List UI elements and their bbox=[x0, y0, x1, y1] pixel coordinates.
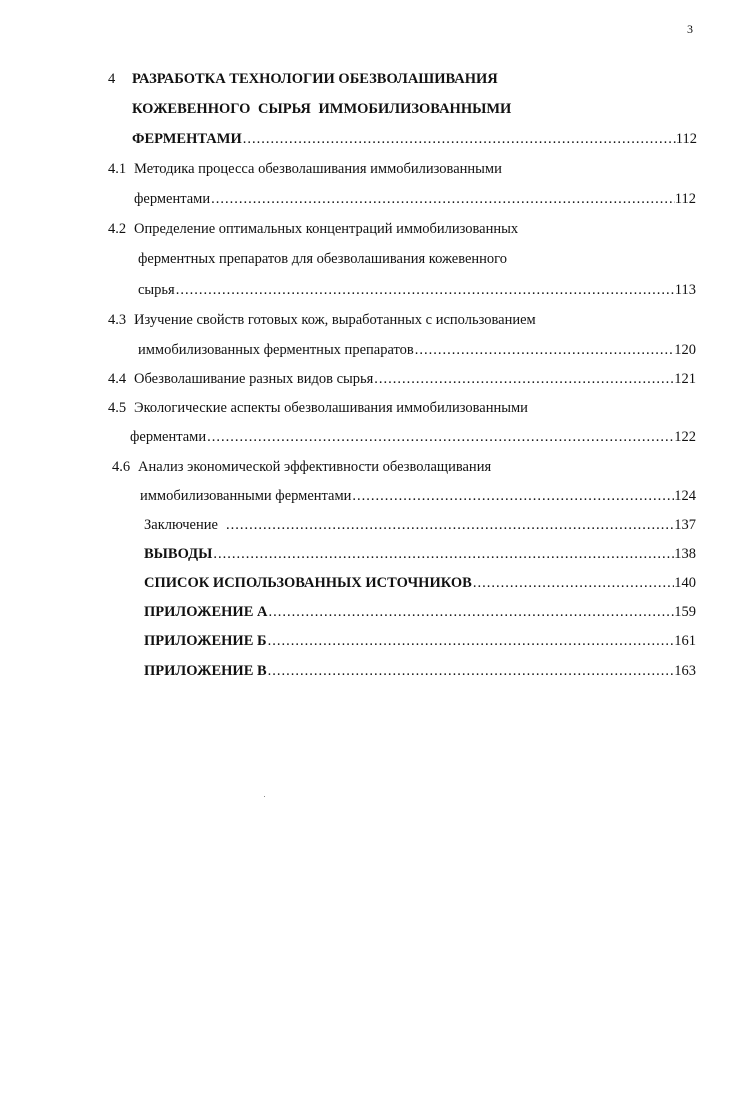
toc-text: иммобилизованных ферментных препаратов bbox=[138, 342, 414, 358]
toc-page: 161 bbox=[674, 633, 696, 649]
toc-heading-4-line2 bbox=[132, 100, 511, 118]
toc-entry-conclusion bbox=[144, 516, 696, 534]
toc-text: Изучение свойств готовых кож, выработанных с использованием bbox=[134, 312, 536, 328]
toc-page: 122 bbox=[674, 429, 696, 445]
toc-text: сырья bbox=[138, 282, 175, 298]
toc-number: 4.6 bbox=[112, 459, 131, 475]
toc-text: СПИСОК ИСПОЛЬЗОВАННЫХ ИСТОЧНИКОВ bbox=[144, 575, 472, 591]
toc-leader-dots bbox=[212, 545, 674, 563]
toc-page: 159 bbox=[674, 604, 696, 620]
toc-leader-dots bbox=[242, 130, 676, 148]
toc-entry-4-5-cont bbox=[130, 428, 696, 446]
toc-leader-dots bbox=[267, 632, 675, 650]
toc-entry-4-1-cont bbox=[134, 190, 696, 208]
toc-page: 138 bbox=[674, 546, 696, 562]
toc-text: Методика процесса обезволашивания иммобилизованными bbox=[134, 161, 502, 177]
toc-entry-4-6 bbox=[112, 458, 491, 476]
scan-speck bbox=[264, 796, 265, 797]
toc-number: 4.1 bbox=[108, 161, 127, 177]
toc-entry-appendix-v bbox=[144, 662, 696, 680]
toc-text: ФЕРМЕНТАМИ bbox=[132, 131, 242, 147]
toc-text: РАЗРАБОТКА ТЕХНОЛОГИИ ОБЕЗВОЛАШИВАНИЯ bbox=[132, 71, 498, 87]
toc-page: 120 bbox=[674, 342, 696, 358]
toc-leader-dots bbox=[472, 574, 674, 592]
toc-text: КОЖЕВЕННОГО СЫРЬЯ ИММОБИЛИЗОВАННЫМИ bbox=[132, 101, 512, 117]
toc-number: 4.3 bbox=[108, 312, 127, 328]
toc-entry-conclusions bbox=[144, 545, 696, 563]
toc-entry-4-2 bbox=[108, 220, 518, 238]
toc-text: ВЫВОДЫ bbox=[144, 546, 213, 562]
toc-leader-dots bbox=[414, 341, 674, 359]
toc-entry-4-5 bbox=[108, 399, 528, 417]
toc-text: ферментами bbox=[134, 191, 211, 207]
toc-page: 163 bbox=[674, 663, 696, 679]
toc-text: ПРИЛОЖЕНИЕ В bbox=[144, 663, 267, 679]
toc-text: ферментами bbox=[130, 429, 207, 445]
toc-leader-dots bbox=[267, 603, 674, 621]
toc-entry-appendix-b bbox=[144, 632, 696, 650]
toc-entry-4-6-cont bbox=[140, 487, 696, 505]
toc-entry-4-1 bbox=[108, 160, 502, 178]
toc-leader-dots bbox=[175, 281, 675, 299]
toc-leader-dots bbox=[210, 190, 675, 208]
toc-heading-4-line3 bbox=[132, 130, 697, 148]
toc-number: 4.2 bbox=[108, 221, 127, 237]
page-number: 3 bbox=[687, 22, 693, 36]
toc-page: 137 bbox=[674, 517, 696, 533]
toc-leader-dots bbox=[206, 428, 674, 446]
toc-text: иммобилизованными ферментами bbox=[140, 488, 352, 504]
toc-entry-references bbox=[144, 574, 696, 592]
toc-text: ферментных препаратов для обезволашивания кожевенного bbox=[138, 251, 508, 267]
toc-leader-dots bbox=[351, 487, 674, 505]
toc-page: 140 bbox=[674, 575, 696, 591]
toc-page: 113 bbox=[674, 282, 696, 298]
toc-number: 4 bbox=[108, 71, 116, 87]
toc-number: 4.4 bbox=[108, 371, 127, 387]
toc-page: 124 bbox=[674, 488, 696, 504]
toc-heading-4-line1 bbox=[108, 70, 498, 88]
toc-leader-dots bbox=[218, 516, 674, 534]
toc-leader-dots bbox=[267, 662, 675, 680]
toc-text: Анализ экономической эффективности обезволащивания bbox=[138, 459, 492, 475]
toc-text: Экологические аспекты обезволашивания иммобилизованными bbox=[134, 400, 528, 416]
toc-entry-4-3 bbox=[108, 311, 536, 329]
toc-text: ПРИЛОЖЕНИЕ Б bbox=[144, 633, 267, 649]
toc-entry-appendix-a bbox=[144, 603, 696, 621]
toc-text: Заключение bbox=[144, 517, 218, 533]
toc-page: 112 bbox=[674, 191, 696, 207]
toc-entry-4-2-cont2 bbox=[138, 281, 696, 299]
toc-entry-4-3-cont bbox=[138, 341, 696, 359]
toc-leader-dots bbox=[373, 370, 674, 388]
toc-number: 4.5 bbox=[108, 400, 127, 416]
toc-page: 112 bbox=[675, 131, 697, 147]
toc-entry-4-2-cont1 bbox=[138, 250, 507, 268]
toc-text: ПРИЛОЖЕНИЕ А bbox=[144, 604, 268, 620]
toc-entry-4-4 bbox=[108, 370, 696, 388]
toc-text: Определение оптимальных концентраций иммобилизованных bbox=[134, 221, 519, 237]
toc-text: Обезволашивание разных видов сырья bbox=[134, 371, 374, 387]
toc-page: 121 bbox=[674, 371, 696, 387]
